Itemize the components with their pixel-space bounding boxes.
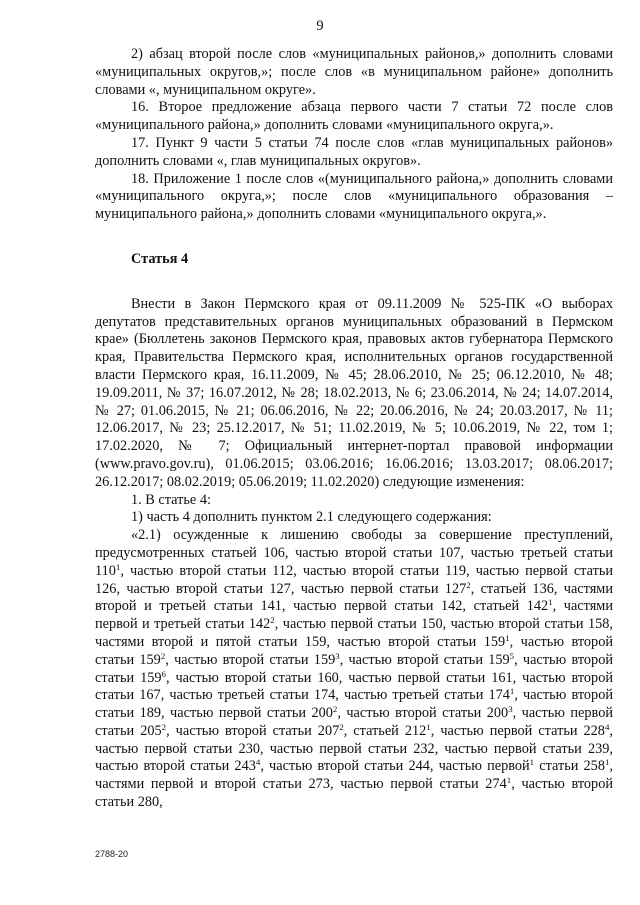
superscript-index: 2 — [466, 579, 471, 590]
superscript-index: 1 — [509, 686, 515, 697]
superscript-index: 2 — [161, 722, 167, 733]
superscript-index: 3 — [508, 704, 513, 715]
quote-text-segment: , частью второй статьи 159 — [165, 651, 336, 668]
quote-text-segment: статьи 258 — [534, 758, 605, 775]
superscript-index: 2 — [270, 615, 275, 626]
superscript-index: 2 — [339, 722, 344, 733]
superscript-index: 2 — [160, 650, 166, 661]
quote-text-segment: , статьей 212 — [343, 722, 427, 739]
paragraph: 18. Приложение 1 после слов «(муниципального района,» дополнить словами «муниципального округа,»; после слов «муниципального образования – муниципального района,» дополнить словами «муниципального округа,». — [95, 170, 613, 223]
paragraph: 17. Пункт 9 части 5 статьи 74 после слов «глав муниципальных районов» дополнить словами «, глав муниципальных округов». — [95, 134, 613, 169]
quote-text-segment: , частью второй статьи 244, частью первой — [260, 758, 530, 775]
superscript-index: 1 — [548, 597, 553, 608]
quote-text-segment: , частью второй статьи 159 — [339, 651, 510, 668]
quote-text-segment: , частью второй статьи 112, частью второй статьи 119, частью первой статьи 126, частью второй статьи 127, частью первой статьи 127 — [95, 562, 613, 597]
document-body — [95, 46, 613, 812]
item-1: 1. В статье 4: — [131, 491, 211, 508]
quote-text-segment: , частью второй статьи 207 — [166, 722, 340, 739]
superscript-index: 4 — [255, 757, 261, 768]
quote-text-segment: , частью второй статьи 189, частью первой статьи 200 — [95, 687, 613, 722]
superscript-index: 6 — [161, 668, 166, 679]
superscript-index: 1 — [115, 561, 121, 572]
quote-text-segment: , частью первой статьи 205 — [95, 705, 614, 739]
quote-text-segment: , частью второй статьи 159 — [95, 633, 614, 668]
page-number: 9 — [316, 18, 324, 34]
quote-text-segment: , частями первой и второй статьи 273, частью первой статьи 274 — [95, 758, 613, 793]
quote-text-segment: , частью второй статьи 160, частью первой статьи 161, частью второй статьи 167, частью третьей статьи 174, частью третьей статьи 174 — [95, 669, 613, 704]
article-intro-paragraph: Внести в Закон Пермского края от 09.11.2009 № 525-ПК «О выборах депутатов представительных органов муниципальных образований в Пермском крае» (Бюллетень законов Пермского края, правовых актов губернатора Пермского края, Правительства Пермского края, исполнительных органов государственной власти Пермского края, 16.11.2009, № 45; 28.06.2010, № 25; 06.12.2010, № 48; 19.09.2011, № 37; 16.07.2012, № 28; 18.02.2013, № 6; 23.06.2014, № 24; 14.07.2014, № 27; 01.06.2015, № 21; 06.06.2016, № 22; 20.06.2016, № 24; 20.03.2017, № 11; 12.06.2017, № 23; 25.12.2017, № 51; 11.02.2019, № 5; 10.06.2019, № 22, том 1; 17.02.2020, № 7; Официальный интернет-портал правовой информации (www.pravo.gov.ru), 01.06.2015; 03.06.2016; 16.06.2016; 13.03.2017; 08.06.2017; 26.12.2017; 08.02.2019; 05.06.2019; 11.02.2020) следующие изменения: — [95, 295, 613, 490]
superscript-index: 1 — [426, 722, 431, 733]
quote-text-segment: , частью первой статьи 150, частью второй статьи 158, частями второй и пятой статьи 159, частью второй статьи 159 — [95, 616, 613, 650]
superscript-index: 1 — [529, 757, 535, 768]
quote-text-segment: , частью второй статьи 200 — [337, 705, 509, 722]
item-1-subitem-1: 1) часть 4 дополнить пунктом 2.1 следующего содержания: — [131, 509, 492, 526]
quote-text-segment: «2.1) осужденные к лишению свободы за совершение преступлений, предусмотренных статьей 106, частью второй статьи 107, частью третьей статьи 110 — [95, 527, 613, 579]
superscript-index: 3 — [335, 650, 340, 661]
quote-text-segment: , статьей 136, частями второй и третьей статьи 141, частью первой статьи 142, статьей 142 — [95, 580, 613, 615]
quote-text-segment: , частями первой и третьей статьи 142 — [95, 598, 613, 633]
superscript-index: 2 — [332, 704, 338, 715]
superscript-index: 1 — [506, 775, 512, 786]
quote-text-segment: , частью первой статьи 230, частью первой статьи 232, частью первой статьи 239, частью второй статьи 243 — [95, 722, 613, 775]
superscript-index: 1 — [604, 757, 610, 768]
paragraph: 16. Второе предложение абзаца первого части 7 статьи 72 после слов «муниципального района,» дополнить словами «муниципального округа,». — [95, 99, 613, 134]
superscript-index: 4 — [604, 722, 610, 733]
article-heading: Статья 4 — [131, 250, 189, 267]
document-code: 2788-20 — [95, 849, 129, 859]
quote-text-segment: , частью второй статьи 159 — [95, 651, 613, 686]
quoted-amendment-paragraph — [95, 527, 613, 812]
quote-text-segment: , частью первой статьи 228 — [430, 722, 605, 739]
superscript-index: 1 — [505, 633, 510, 644]
quote-text-segment: , частью второй статьи 280, — [95, 776, 613, 811]
superscript-index: 5 — [509, 650, 515, 661]
paragraph: 2) абзац второй после слов «муниципальных районов,» дополнить словами «муниципальных округов,»; после слов «в муниципальном районе» дополнить словами «, муниципальном округе». — [95, 46, 613, 98]
